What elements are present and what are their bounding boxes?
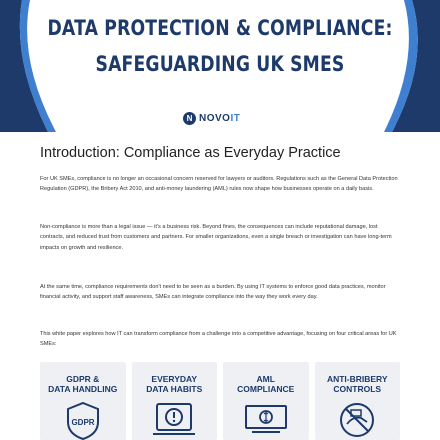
card-label: EVERYDAY DATA HABITS [146,374,203,394]
brand-name [199,113,240,124]
header-banner [0,0,440,132]
card-gdpr [40,362,126,440]
card-label: GDPR & DATA HANDLING [48,374,118,394]
card-label: AML COMPLIANCE [237,374,295,394]
brand-logo [183,110,240,126]
money-banknote-icon [242,400,290,440]
paragraph: At the same time, compliance requirements don't need to be seen as a burden. By using IT systems to enforce good data practices, monitor financial activity, and support staff awareness, SMEs can integrate compliance into the way they work every day. [40,284,386,301]
page-title-line2: SAFEGUARDING UK SMES [95,52,345,76]
card-anti-bribery [315,362,401,440]
card-data-habits [132,362,218,440]
card-aml [223,362,309,440]
paragraph: For UK SMEs, compliance is no longer an occasional concern reserved for lawyers or auditors. Regulations such as the General Data Protection Regulation (GDPR), the Bribery Act 2010, and anti-money laundering (AML) rules now shape how businesses operate on a daily basis. [40,176,398,193]
brand-prefix: NOVO [199,112,231,124]
no-bribe-icon [335,400,379,440]
gdpr-icon-text: GDPR [71,418,95,427]
card-label: ANTI-BRIBERY CONTROLS [326,374,388,394]
paragraph: This white paper explores how IT can transform compliance from a challenge into a competitive advantage, focusing on four critical areas for UK SMEs: [40,331,397,348]
page-title-line1: DATA PROTECTION & COMPLIANCE: [47,16,393,40]
focus-area-cards [40,362,400,440]
brand-mark-icon: N [183,112,196,125]
brand-suffix: IT [230,112,241,124]
paragraph: Non-compliance is more than a legal issue — it's a business risk. Beyond fines, the consequences can include reputational damage, lost contracts, and reduced trust from customers and partners. For smaller organizations, even a single breach or investigation can have long-term impacts on growth and resilience. [40,224,392,251]
gdpr-shield-icon [63,400,103,440]
alert-laptop-icon [151,400,197,440]
section-heading: Introduction: Compliance as Everyday Practice [40,145,341,161]
